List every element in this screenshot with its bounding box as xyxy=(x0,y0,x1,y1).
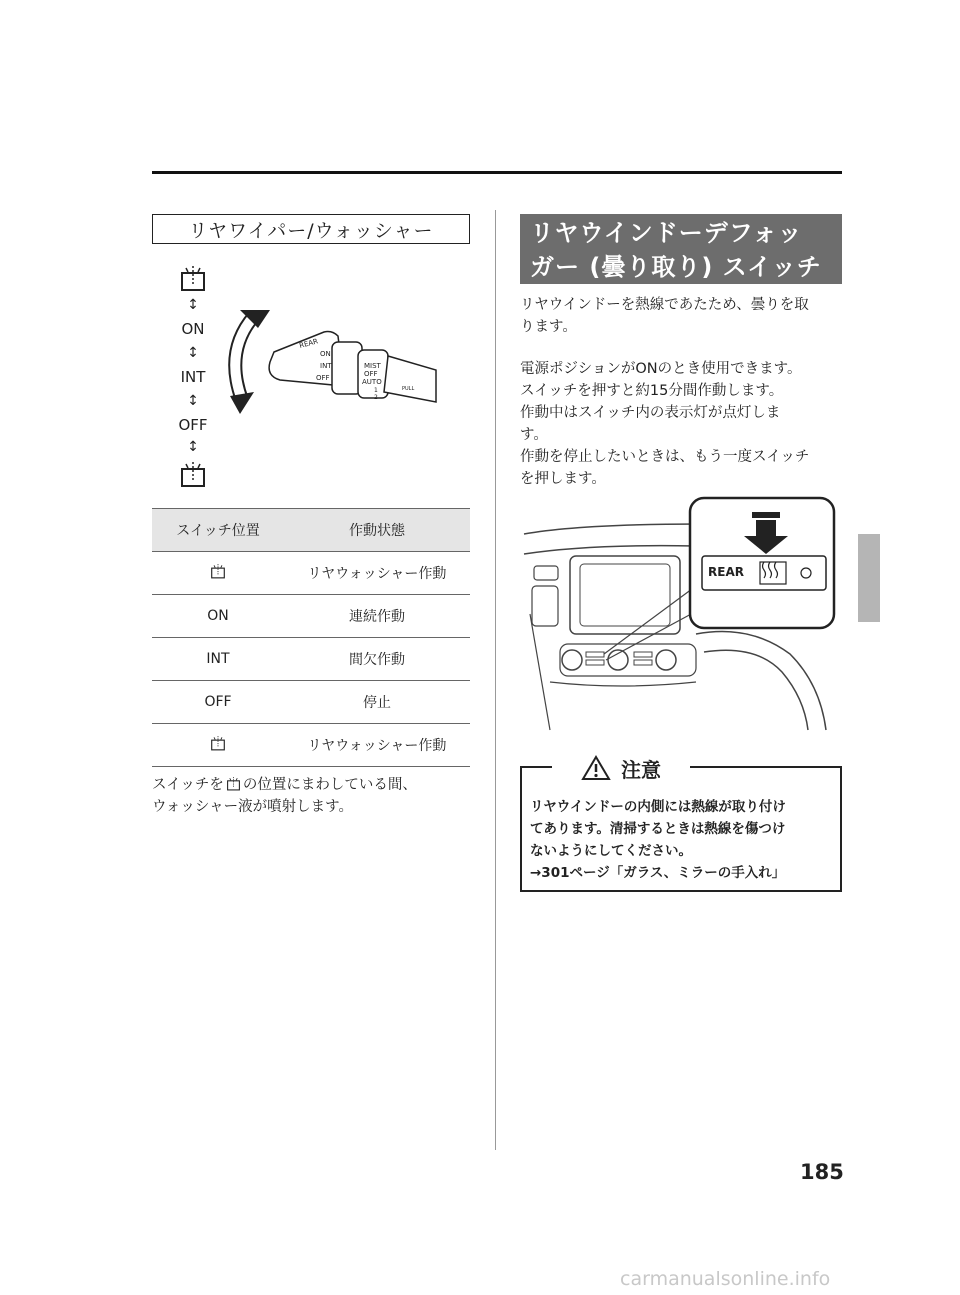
section-heading-rear-wiper: リヤワイパー/ウォッシャー xyxy=(152,214,470,244)
table-cell-state: リヤウォッシャー作動 xyxy=(284,724,470,767)
page-number: 185 xyxy=(800,1160,844,1184)
dashboard-illustration xyxy=(520,494,840,734)
washer-icon xyxy=(226,776,241,791)
caution-title: 注意 xyxy=(552,752,690,784)
table-cell-state: 連続作動 xyxy=(284,595,470,638)
top-rule xyxy=(152,171,842,174)
arrow-up-down-icon: ↕ xyxy=(187,393,199,409)
table-cell-position: OFF xyxy=(152,681,284,724)
defogger-switch-figure xyxy=(520,494,840,734)
washer-icon xyxy=(210,735,226,751)
section-heading-rear-defogger: リヤウインドーデフォッ ガー (曇り取り) スイッチ xyxy=(520,214,842,284)
table-cell-state: 停止 xyxy=(284,681,470,724)
switch-text-off2: OFF xyxy=(364,370,378,378)
table-cell-state: 間欠作動 xyxy=(284,638,470,681)
switch-text-auto: AUTO xyxy=(362,378,382,386)
wiper-lever-illustration xyxy=(214,296,438,436)
column-divider xyxy=(495,210,496,1150)
washer-icon xyxy=(180,264,206,292)
switch-position-table xyxy=(152,508,470,767)
table-cell-state: リヤウォッシャー作動 xyxy=(284,552,470,595)
switch-text-mist: MIST xyxy=(364,362,381,370)
table-cell-position: INT xyxy=(152,638,284,681)
table-row xyxy=(152,552,470,595)
section-tab xyxy=(858,534,880,622)
caution-text: リヤウインドーの内側には熱線が取り付け てあります。清掃するときは熱線を傷つけ ないようにしてください。 →301ページ「ガラス、ミラーの手入れ」 xyxy=(530,796,834,884)
wiper-diagram xyxy=(152,258,442,490)
washer-note: スイッチを の位置にまわしている間、 ウォッシャー液が噴射します。 xyxy=(152,777,417,815)
arrow-up-down-icon: ↕ xyxy=(187,439,199,455)
rear-button-label: REAR xyxy=(708,565,744,579)
washer-icon xyxy=(180,460,206,488)
switch-text-pull: PULL xyxy=(402,386,415,392)
table-row xyxy=(152,595,470,638)
table-header-state: 作動状態 xyxy=(284,509,470,552)
watermark: carmanualsonline.info xyxy=(620,1268,831,1290)
switch-text-int: INT xyxy=(320,362,332,370)
label-off: OFF xyxy=(178,416,208,434)
switch-text-rear: REAR xyxy=(298,337,319,350)
washer-icon xyxy=(210,563,226,579)
switch-text-on: ON xyxy=(320,350,331,358)
caution-page-reference[interactable]: →301ページ「ガラス、ミラーの手入れ」 xyxy=(530,865,786,881)
switch-text-off: OFF xyxy=(316,374,330,382)
arrow-up-down-icon: ↕ xyxy=(187,345,199,361)
label-int: INT xyxy=(180,368,206,386)
defogger-description: リヤウインドーを熱線であたため、曇りを取 ります。 電源ポジションがONのとき使用できます。 スイッチを押すと約15分間作動します。 作動中はスイッチ内の表示灯が点灯しま す。 作動を停止したいときは、もう一度スイッチ を押します。 xyxy=(520,297,810,487)
arrow-up-down-icon: ↕ xyxy=(187,297,199,313)
table-row xyxy=(152,681,470,724)
switch-text-2: 2 xyxy=(374,394,378,401)
table-header-position: スイッチ位置 xyxy=(152,509,284,552)
table-row xyxy=(152,724,470,767)
table-cell-position: ON xyxy=(152,595,284,638)
warning-icon xyxy=(581,755,611,781)
switch-text-1: 1 xyxy=(374,387,378,394)
label-on: ON xyxy=(181,320,205,338)
table-row xyxy=(152,638,470,681)
